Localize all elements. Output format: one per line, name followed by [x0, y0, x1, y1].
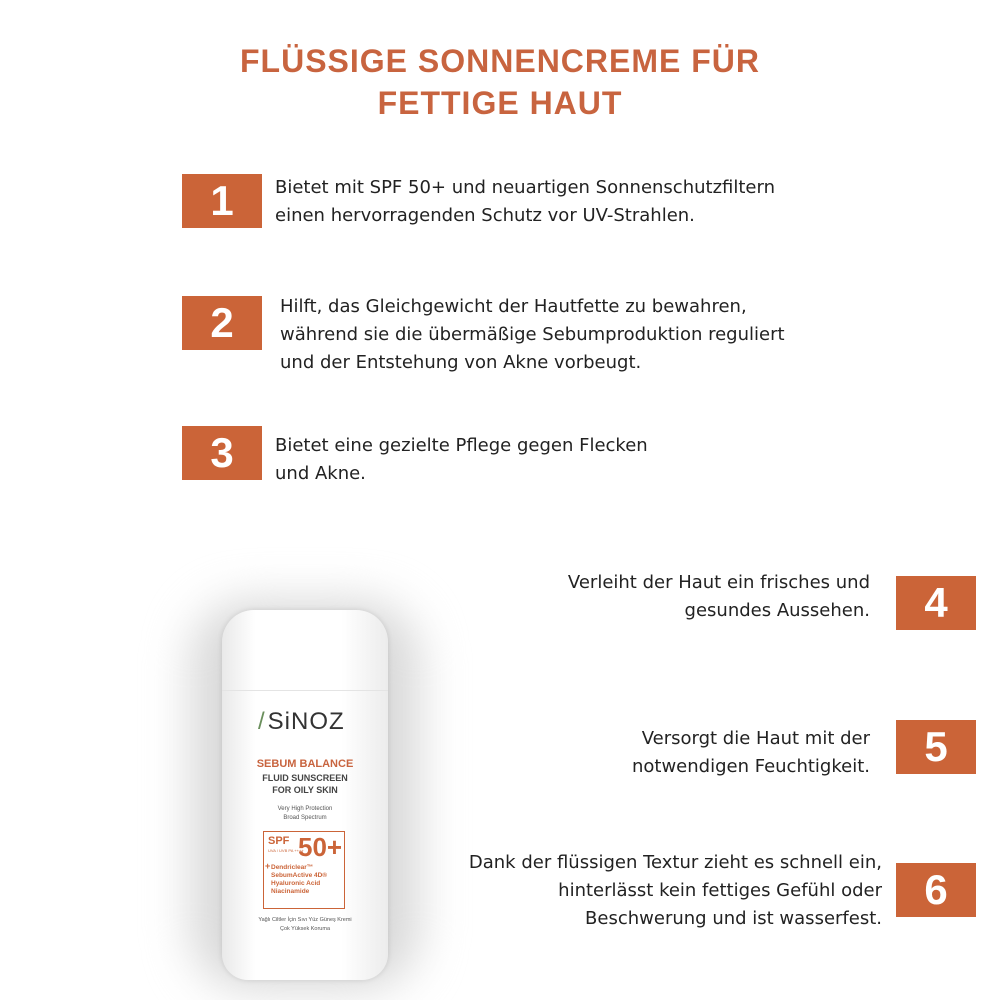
product-footer-1: Yağlı Ciltler İçin Sıvı Yüz Güneş Kremi: [258, 917, 352, 923]
benefit-text-1: [275, 174, 775, 230]
ingredient-list: [271, 864, 343, 896]
product-bottle: [222, 610, 388, 980]
benefit-6-line-2: hinterlässt kein fettiges Gefühl oder: [558, 880, 882, 901]
product-subtitle-2: FOR OILY SKIN: [272, 785, 338, 795]
product-spectrum-note: Broad Spectrum: [283, 815, 327, 821]
product-subtitle-1: FLUID SUNSCREEN: [262, 773, 348, 783]
benefit-6-line-1: Dank der flüssigen Textur zieht es schnell ein,: [468, 852, 882, 873]
benefit-1-line-1: Bietet mit SPF 50+ und neuartigen Sonnenschutzfiltern: [275, 177, 775, 198]
leaf-icon: /: [258, 708, 266, 735]
page-title-line-1: FLÜSSIGE SONNENCREME FÜR: [239, 43, 761, 79]
benefit-1-line-2: einen hervorragenden Schutz vor UV-Strahlen.: [275, 205, 695, 226]
benefit-2-line-3: und der Entstehung von Akne vorbeugt.: [280, 352, 642, 373]
page-title: [150, 40, 850, 124]
product-footer-2: Çok Yüksek Koruma: [279, 926, 331, 932]
spf-uv-note: UVA / UVB PA ++++: [268, 848, 304, 853]
brand-logo: [258, 708, 345, 736]
brand-logo-text: SiNOZ: [267, 708, 345, 735]
number-badge-2: 2: [182, 296, 262, 350]
benefit-text-5: [632, 725, 870, 781]
spf-badge: [263, 831, 345, 909]
ingredient-4: Niacinamide: [271, 888, 310, 895]
benefit-2-line-1: Hilft, das Gleichgewicht der Hautfette zu bewahren,: [280, 296, 747, 317]
benefit-5-line-1: Versorgt die Haut mit der: [641, 728, 870, 749]
benefit-text-6: [469, 849, 882, 933]
benefit-3-line-2: und Akne.: [275, 463, 366, 484]
spf-value: 50+: [298, 832, 343, 862]
ingredient-2: SebumActive 4D®: [271, 872, 328, 879]
number-badge-1: 1: [182, 174, 262, 228]
spf-label: SPF: [268, 835, 290, 847]
bottle-cap-line: [222, 690, 388, 691]
number-badge-4: 4: [896, 576, 976, 630]
benefit-text-4: [568, 569, 870, 625]
product-name: SEBUM BALANCE: [256, 758, 354, 770]
benefit-text-3: [275, 432, 648, 488]
number-badge-6: 6: [896, 863, 976, 917]
benefit-6-line-3: Beschwerung und ist wasserfest.: [585, 908, 882, 929]
benefit-3-line-1: Bietet eine gezielte Pflege gegen Flecken: [275, 435, 648, 456]
page-title-line-2: FETTIGE HAUT: [377, 85, 623, 121]
product-protection-note: Very High Protection: [277, 806, 333, 812]
ingredient-1: Dendriclear™: [271, 864, 314, 871]
benefit-4-line-1: Verleiht der Haut ein frisches und: [567, 572, 870, 593]
benefit-5-line-2: notwendigen Feuchtigkeit.: [631, 756, 870, 777]
benefit-4-line-2: gesundes Aussehen.: [684, 600, 870, 621]
number-badge-5: 5: [896, 720, 976, 774]
ingredient-3: Hyaluronic Acid: [271, 880, 321, 887]
benefit-text-2: [280, 293, 785, 377]
number-badge-3: 3: [182, 426, 262, 480]
plus-icon: +: [265, 861, 271, 871]
benefit-2-line-2: während sie die übermäßige Sebumproduktion reguliert: [280, 324, 785, 345]
